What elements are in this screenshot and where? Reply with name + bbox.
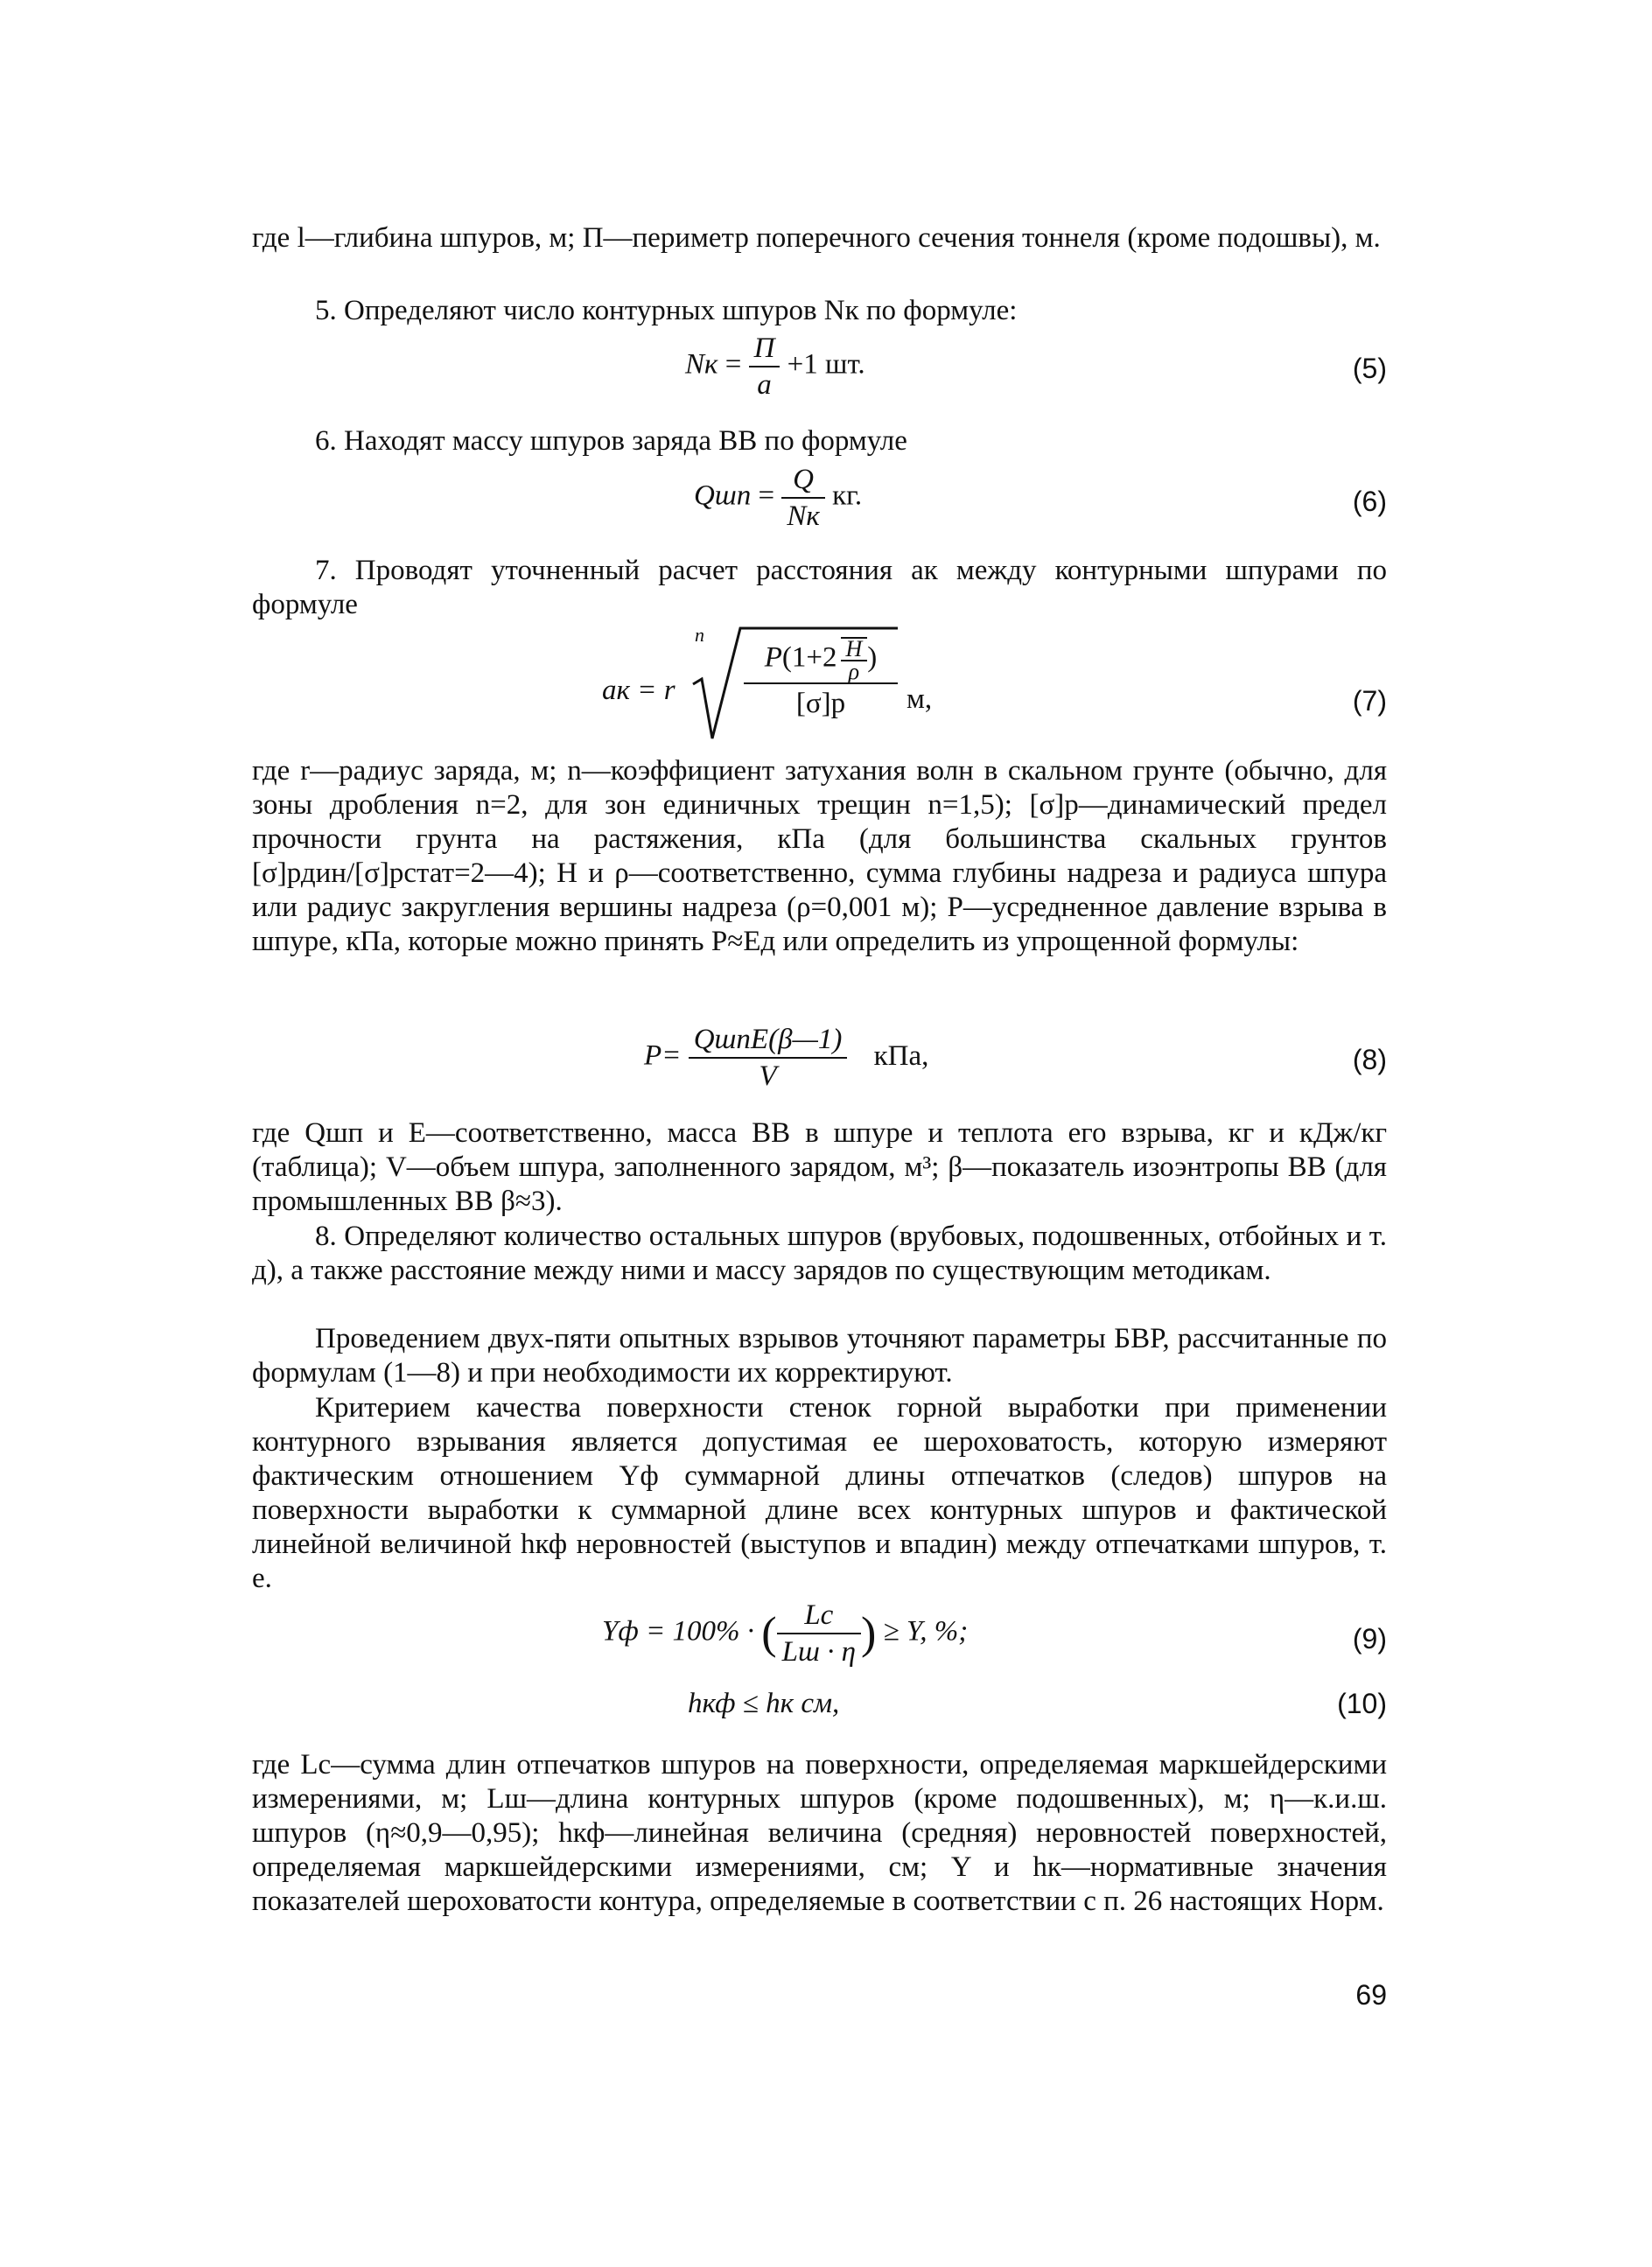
formula-8-fraction <box>689 1022 848 1094</box>
formula-7-denominator: [σ]р <box>744 682 898 723</box>
formula-9-open-paren: ( <box>761 1608 777 1659</box>
formula-8-tail: кПа, <box>873 1039 929 1072</box>
formula-7-lhs: aк = r <box>602 675 676 706</box>
formula-7-num-rho: ρ <box>848 659 860 684</box>
formula-5 <box>252 331 1387 406</box>
formula-6 <box>252 462 1387 539</box>
formula-7-num-p: P <box>764 641 782 674</box>
formula-5-fraction <box>749 331 780 402</box>
formula-9-close-paren: ) <box>861 1608 877 1659</box>
formula-5-lhs: Nк <box>685 348 718 381</box>
equation-number-9: (9) <box>1352 1623 1387 1655</box>
paragraph-variables-8: где Qшп и E—соответственно, масса ВВ в шпуре и теплота его взрыва, кг и кДж/кг (таблица); V—объем шпура, заполненного зарядом, м³; β—показатель изоэнтропы ВВ (для промышленных ВВ β≈3). <box>252 1117 1387 1217</box>
formula-6-tail: кг. <box>832 479 863 512</box>
formula-5-eq: = <box>724 348 742 381</box>
formula-6-numerator: Q <box>793 464 815 495</box>
formula-9-lhs: Yф = 100% · <box>602 1615 755 1648</box>
formula-9 <box>252 1598 1387 1678</box>
paragraph-step-7: 7. Проводят уточненный расчет расстояния aк между контурными шпурами по формуле <box>252 555 1387 620</box>
formula-5-tail: +1 шт. <box>787 348 865 381</box>
formula-8 <box>252 1022 1387 1097</box>
paragraph-step-8: 8. Определяют количество остальных шпуров (врубовых, подошвенных, отбойных и т. д), а также расстояние между ними и массу зарядов по существующим методикам. <box>252 1221 1387 1286</box>
formula-7-tail: м, <box>906 683 933 715</box>
page-number: 69 <box>1355 1979 1387 2011</box>
paragraph-variables-7: где r—радиус заряда, м; n—коэффициент затухания волн в скальном грунте (обычно, для зоны дробления n=2, для зон единичных трещин n=1,5); [σ]р—динамический предел прочности грунта на растяжения, кПа (для большинства скальных грунтов [σ]рдин/[σ]рстат=2—4); H и ρ—соответственно, сумма глубины надреза и радиуса шпура или радиус закругления вершины надреза (ρ=0,001 м); P—усредненное давление взрыва в шпуре, кПа, которые можно принять P≈Eд или определить из упрощенной формулы: <box>252 755 1387 957</box>
formula-6-fraction <box>781 462 824 534</box>
formula-10-expr: hкф ≤ hк см, <box>688 1688 840 1719</box>
formula-9-denominator: Lш · η <box>777 1633 861 1669</box>
formula-8-lhs: P= <box>644 1039 682 1072</box>
formula-5-numerator: П <box>753 332 775 364</box>
formula-7-fraction <box>744 637 898 723</box>
formula-6-denominator: Nк <box>781 497 824 534</box>
formula-9-tail: ≥ Y, %; <box>883 1615 969 1648</box>
paragraph-trial-blasts: Проведением двух-пяти опытных взрывов уточняют параметры БВР, рассчитанные по формулам (1—8) и при необходимости их корректируют. <box>252 1323 1387 1389</box>
formula-8-numerator: QшпE(β—1) <box>693 1024 843 1055</box>
formula-7-num-h: H <box>841 639 868 661</box>
paragraph-variables-9-10: где Lс—сумма длин отпечатков шпуров на поверхности, определяемая маркшейдерскими измерениями, м; Lш—длина контурных шпуров (кроме подошвенных), м; η—к.и.ш. шпуров (η≈0,9—0,95); hкф—линейная величина (средняя) неровностей поверхностей, определяемая маркшейдерскими измерениями, см; Y и hк—нормативные значения показателей шероховатости контура, определяемые в соответствии с п. 26 настоящих Норм. <box>252 1749 1387 1917</box>
formula-6-eq: = <box>758 479 775 512</box>
formula-5-denominator: a <box>749 366 780 402</box>
equation-number-10: (10) <box>1337 1688 1387 1719</box>
paragraph-quality-criterion: Критерием качества поверхности стенок горной выработки при применении контурного взрывания является допустимая ее шероховатость, которую измеряют фактическим отношением Yф суммарной длины отпечатков (следов) шпуров на поверхности выработки к суммарной длине всех контурных шпуров и фактической линейной величиной hкф неровностей (выступов и впадин) между отпечатками шпуров, т. е. <box>252 1392 1387 1594</box>
paragraph-depth-definition: где l—глибина шпуров, м; П—периметр поперечного сечения тоннеля (кроме подошвы), м. <box>252 222 1381 254</box>
equation-number-8: (8) <box>1352 1044 1387 1075</box>
formula-7 <box>252 623 1387 754</box>
formula-6-lhs: Qшп <box>694 479 752 512</box>
formula-7-inner-root <box>841 637 868 682</box>
equation-number-6: (6) <box>1352 486 1387 517</box>
formula-8-denominator: V <box>689 1057 848 1094</box>
formula-7-root-index: n <box>695 624 704 646</box>
equation-number-7: (7) <box>1352 685 1387 717</box>
paragraph-step-5: 5. Определяют число контурных шпуров Nк по формуле: <box>315 295 1018 326</box>
formula-9-fraction <box>777 1598 861 1669</box>
paragraph-step-6: 6. Находят массу шпуров заряда ВВ по формуле <box>315 425 907 457</box>
equation-number-5: (5) <box>1352 353 1387 384</box>
formula-10 <box>252 1687 1387 1725</box>
formula-7-num-open: (1+2 <box>781 641 837 674</box>
formula-7-num-close: ) <box>867 641 878 674</box>
formula-9-numerator: Lс <box>804 1599 834 1631</box>
